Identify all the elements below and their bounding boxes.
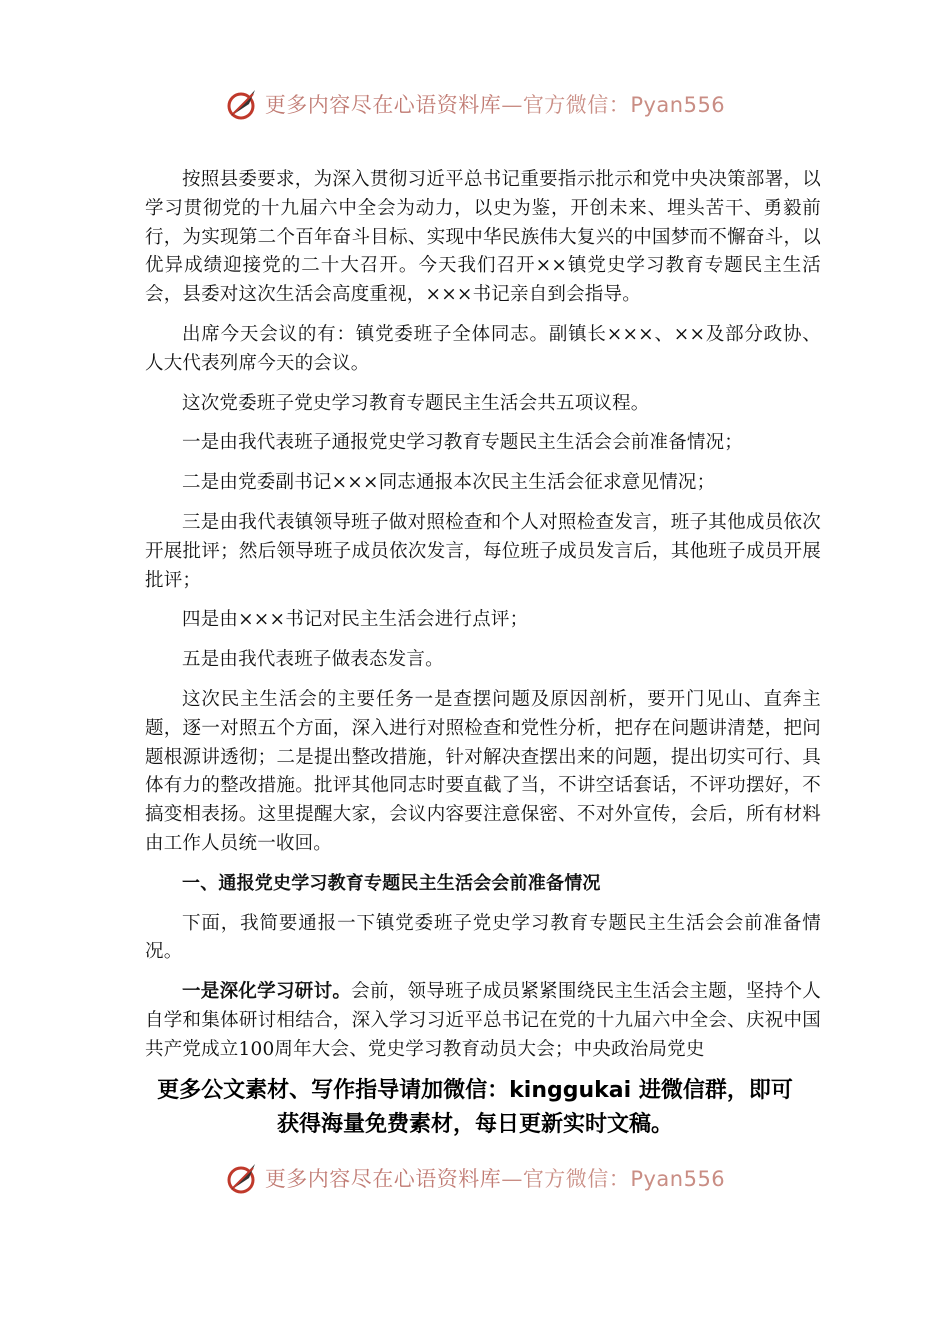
paragraph: 出席今天会议的有：镇党委班子全体同志。副镇长×××、××及部分政协、人大代表列席今天的会议。 xyxy=(145,323,821,374)
quill-logo-icon xyxy=(225,86,261,122)
paragraph: 按照县委要求，为深入贯彻习近平总书记重要指示批示和党中央决策部署，以学习贯彻党的十九届六中全会为动力，以史为鉴，开创未来、埋头苦干、勇毅前行，为实现第二个百年奋斗目标、实现中华民族伟大复兴的中国梦而不懈奋斗，以优异成绩迎接党的二十大召开。今天我们召开××镇党史学习教育专题民主生活会，县委对这次生活会高度重视，×××书记亲自到会指导。 xyxy=(145,169,821,306)
banner-wechat-label: 官方微信： xyxy=(522,93,631,117)
banner-dash: — xyxy=(501,93,523,117)
section-heading: 一、通报党史学习教育专题民主生活会会前准备情况 xyxy=(182,872,601,894)
banner-site-text: 更多内容尽在心语资料库 xyxy=(264,1167,502,1191)
footer-watermark-banner xyxy=(0,1158,950,1198)
paragraph: 这次党委班子党史学习教育专题民主生活会共五项议程。 xyxy=(182,392,650,414)
banner-dash: — xyxy=(501,1167,523,1191)
header-watermark-banner xyxy=(0,84,950,124)
promo-line-2: 获得海量免费素材，每日更新实时文稿。 xyxy=(276,1112,673,1137)
paragraph: 四是由×××书记对民主生活会进行点评； xyxy=(182,609,529,631)
banner-site-text: 更多内容尽在心语资料库 xyxy=(264,93,502,117)
promo-line-1: 更多公文素材、写作指导请加微信：kinggukai 进微信群，即可 xyxy=(157,1078,793,1103)
document-body xyxy=(145,166,821,1076)
promo-notice xyxy=(120,1074,830,1142)
section-intro: 下面，我简要通报一下镇党委班子党史学习教育专题民主生活会会前准备情况。 xyxy=(145,912,821,963)
study-text: 会前，领导班子成员紧紧围绕民主生活会主题，坚持个人自学和集体研讨相结合，深入学习习近平总书记在党的十九届六中全会、庆祝中国共产党成立100周年大会、党史学习教育动员大会；中央政治局党史 xyxy=(145,981,821,1060)
paragraph: 这次民主生活会的主要任务一是查摆问题及原因剖析，要开门见山、直奔主题，逐一对照五个方面，深入进行对照检查和党性分析，把存在问题讲清楚，把问题根源讲透彻；二是提出整改措施，针对解决查摆出来的问题，提出切实可行、具体有力的整改措施。批评其他同志时要直截了当，不讲空话套话，不评功摆好，不搞变相表扬。这里提醒大家，会议内容要注意保密、不对外宣传，会后，所有材料由工作人员统一收回。 xyxy=(145,688,821,854)
banner-wechat-id: Pyan556 xyxy=(630,93,726,117)
quill-logo-icon xyxy=(225,1160,261,1196)
paragraph: 一是由我代表班子通报党史学习教育专题民主生活会会前准备情况； xyxy=(182,432,744,454)
study-paragraph xyxy=(145,978,821,1064)
banner-wechat-label: 官方微信： xyxy=(522,1167,631,1191)
banner-wechat-id: Pyan556 xyxy=(630,1167,726,1191)
paragraph: 五是由我代表班子做表态发言。 xyxy=(182,649,444,671)
paragraph: 二是由党委副书记×××同志通报本次民主生活会征求意见情况； xyxy=(182,472,716,494)
study-lead: 一是深化学习研讨。 xyxy=(182,981,352,1003)
paragraph: 三是由我代表镇领导班子做对照检查和个人对照检查发言，班子其他成员依次开展批评；然后领导班子成员依次发言，每位班子成员发言后，其他班子成员开展批评； xyxy=(145,511,821,591)
